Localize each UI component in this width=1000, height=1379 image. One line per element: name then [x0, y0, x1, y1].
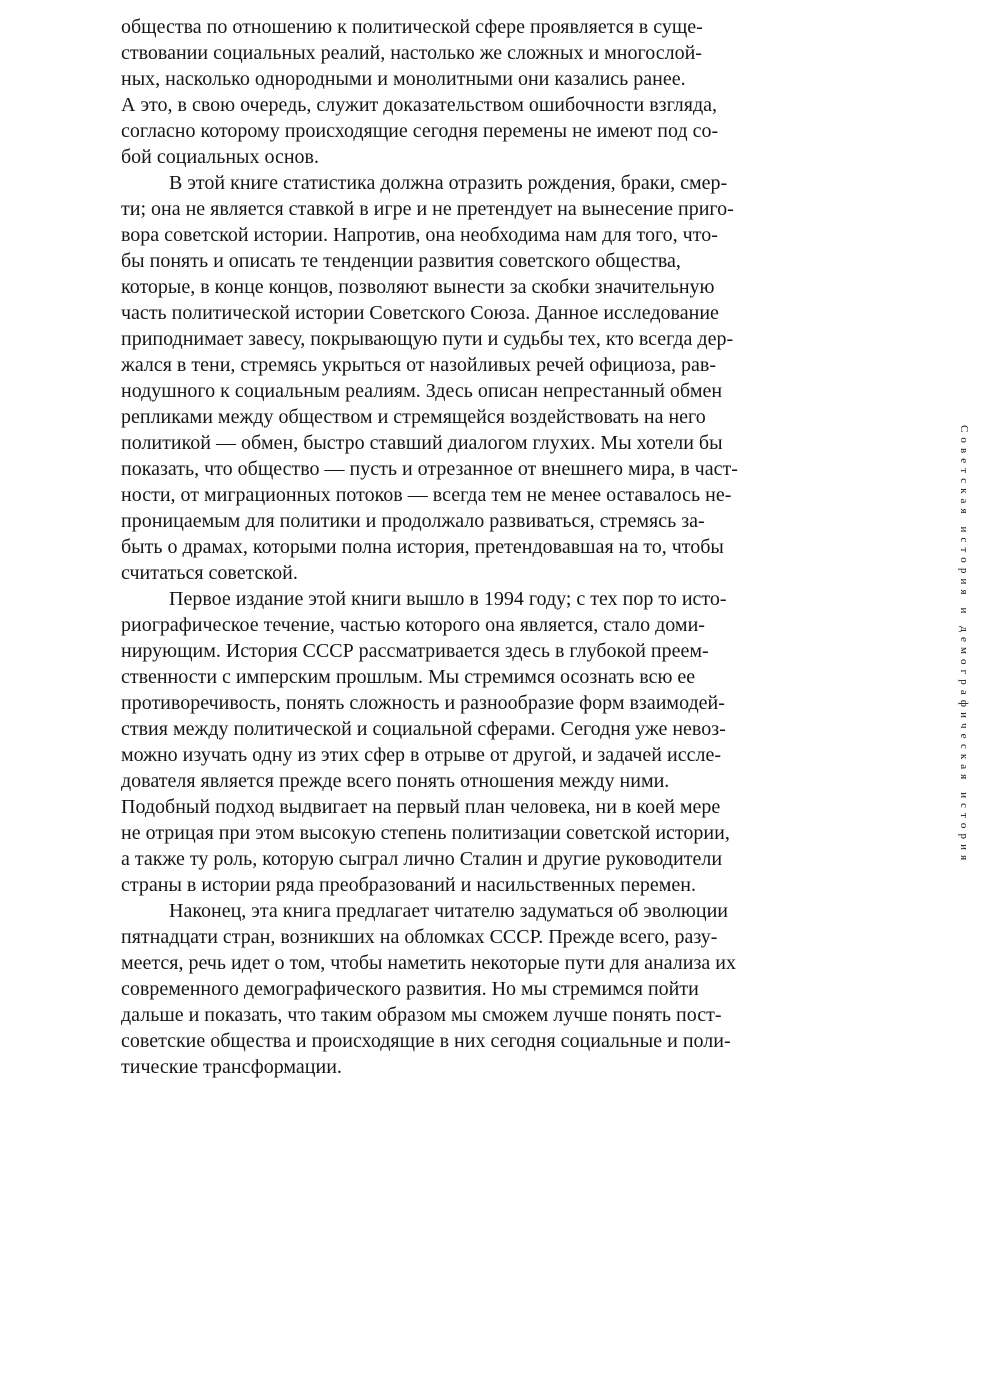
text-line: вора советской истории. Напротив, она необходима нам для того, что- [121, 224, 718, 246]
text-line: ти; она не является ставкой в игре и не претендует на вынесение приго- [121, 198, 734, 220]
text-line: риографическое течение, частью которого она является, стало доми- [121, 614, 705, 636]
text-line: политикой — обмен, быстро ставший диалогом глухих. Мы хотели бы [121, 432, 723, 454]
text-line: которые, в конце концов, позволяют вынести за скобки значительную [121, 276, 715, 298]
text-line: ных, насколько однородными и монолитными они казались ранее. [121, 68, 686, 90]
text-line: считаться советской. [121, 562, 298, 584]
text-line: часть политической истории Советского Союза. Данное исследование [121, 302, 719, 324]
body-text [121, 14, 781, 1080]
text-line: бой социальных основ. [121, 146, 319, 168]
paragraph-3 [121, 586, 781, 898]
text-line: противоречивость, понять сложность и разнообразие форм взаимодей- [121, 692, 725, 714]
text-line: общества по отношению к политической сфере проявляется в суще- [121, 16, 703, 38]
text-line: дователя является прежде всего понять отношения между ними. [121, 770, 670, 792]
text-line: В этой книге статистика должна отразить рождения, браки, смер- [169, 172, 728, 194]
text-line: бы понять и описать те тенденции развития советского общества, [121, 250, 681, 272]
text-line: приподнимает завесу, покрывающую пути и судьбы тех, кто всегда дер- [121, 328, 734, 350]
text-line: пятнадцати стран, возникших на обломках СССР. Прежде всего, разу- [121, 926, 718, 948]
text-line: нодушного к социальным реалиям. Здесь описан непрестанный обмен [121, 380, 723, 402]
text-line: Первое издание этой книги вышло в 1994 году; с тех пор то исто- [169, 588, 727, 610]
text-line: меется, речь идет о том, чтобы наметить некоторые пути для анализа их [121, 952, 736, 974]
text-line: тические трансформации. [121, 1056, 342, 1078]
text-line: можно изучать одну из этих сфер в отрыве от другой, и задачей иссле- [121, 744, 721, 766]
paragraph-2 [121, 170, 781, 586]
paragraph-1 [121, 14, 781, 170]
text-line: а также ту роль, которую сыграл лично Сталин и другие руководители [121, 848, 723, 870]
text-line: нирующим. История СССР рассматривается здесь в глубокой преем- [121, 640, 709, 662]
text-line: согласно которому происходящие сегодня перемены не имеют под со- [121, 120, 719, 142]
text-line: быть о драмах, которыми полна история, претендовавшая на то, чтобы [121, 536, 724, 558]
paragraph-4 [121, 898, 781, 1080]
text-line: дальше и показать, что таким образом мы сможем лучше понять пост- [121, 1004, 722, 1026]
text-line: Наконец, эта книга предлагает читателю задуматься об эволюции [169, 900, 728, 922]
text-line: жался в тени, стремясь укрыться от назойливых речей официоза, рав- [121, 354, 717, 376]
text-line: А это, в свою очередь, служит доказательством ошибочности взгляда, [121, 94, 718, 116]
text-line: современного демографического развития. Но мы стремимся пойти [121, 978, 699, 1000]
text-line: советские общества и происходящие в них сегодня социальные и поли- [121, 1030, 731, 1052]
text-line: ственности с имперским прошлым. Мы стремимся осознать всю ее [121, 666, 696, 688]
text-line: не отрицая при этом высокую степень политизации советской истории, [121, 822, 730, 844]
text-line: показать, что общество — пусть и отрезанное от внешнего мира, в част- [121, 458, 738, 480]
text-line: ности, от миграционных потоков — всегда тем не менее оставалось не- [121, 484, 732, 506]
text-line: ствовании социальных реалий, настолько же сложных и многослой- [121, 42, 702, 64]
text-line: проницаемым для политики и продолжало развиваться, стремясь за- [121, 510, 705, 532]
text-line: ствия между политической и социальной сферами. Сегодня уже невоз- [121, 718, 726, 740]
running-head: Советская история и демографическая история [958, 425, 970, 866]
text-line: страны в истории ряда преобразований и насильственных перемен. [121, 874, 696, 896]
text-line: репликами между обществом и стремящейся воздействовать на него [121, 406, 706, 428]
text-line: Подобный подход выдвигает на первый план человека, ни в коей мере [121, 796, 721, 818]
